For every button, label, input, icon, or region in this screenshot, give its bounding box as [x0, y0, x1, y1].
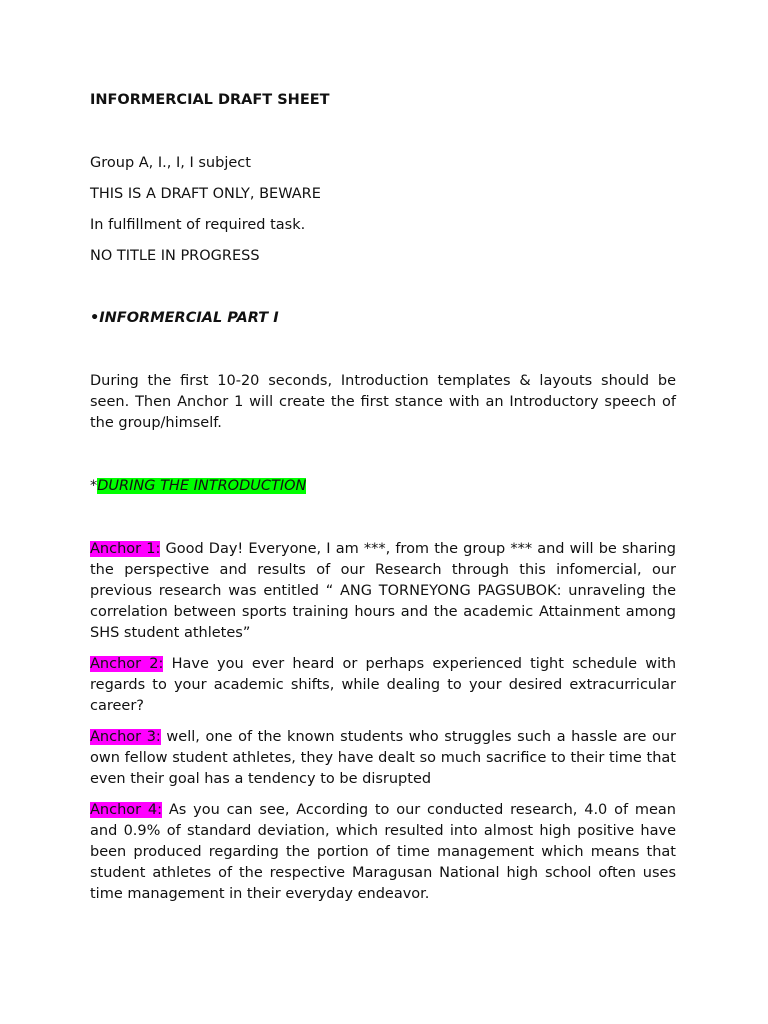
anchor-text-2: Have you ever heard or perhaps experienced tight schedule with regards to your academic shifts, while dealing to your desired extracurricular career?: [90, 656, 677, 714]
meta-line-title-status: NO TITLE IN PROGRESS: [90, 248, 260, 264]
anchor-text-4: As you can see, According to our conducted research, 4.0 of mean and 0.9% of standard deviation, which resulted into almost high positive have been produced regarding the portion of time management which means that student athletes of the respective Maragusan National high school often uses time management in their everyday endeavor.: [90, 802, 677, 902]
meta-line-group: Group A, I., I, I subject: [90, 155, 251, 171]
intro-marker: [90, 476, 676, 497]
anchor-paragraph-2: [90, 654, 676, 717]
document-body: [90, 90, 676, 915]
anchor-paragraph-3: [90, 727, 676, 790]
anchor-label-4: Anchor 4:: [90, 802, 163, 818]
anchor-text-3: well, one of the known students who struggles such a hassle are our own fellow student athletes, they have dealt so much sacrifice to their time that even their goal has a tendency to be disrupted: [90, 729, 677, 787]
anchor-label-2: Anchor 2:: [90, 656, 164, 672]
anchor-text-1: Good Day! Everyone, I am ***, from the group *** and will be sharing the perspective and results of our Research through this infomercial, our previous research was entitled “ ANG TORNEYONG PAGSUBOK: unraveling the correlation between sports training hours and the academic Attainment among SHS student athletes”: [90, 541, 676, 641]
meta-line-fulfillment: In fulfillment of required task.: [90, 217, 306, 233]
anchor-paragraph-4: [90, 800, 676, 905]
anchor-label-3: Anchor 3:: [90, 729, 161, 745]
anchor-label-1: Anchor 1:: [90, 541, 161, 557]
document-title: INFORMERCIAL DRAFT SHEET: [90, 92, 330, 108]
part-heading: •INFORMERCIAL PART I: [90, 310, 279, 326]
anchor-paragraph-1: [90, 539, 676, 644]
intro-paragraph: During the first 10-20 seconds, Introduction templates & layouts should be seen. Then Anchor 1 will create the first stance with an Introductory speech of the group/himself.: [90, 373, 676, 431]
meta-line-draft-warning: THIS IS A DRAFT ONLY, BEWARE: [90, 186, 321, 202]
intro-marker-prefix: *: [90, 478, 98, 494]
intro-marker-highlight: DURING THE INTRODUCTION: [97, 478, 307, 494]
